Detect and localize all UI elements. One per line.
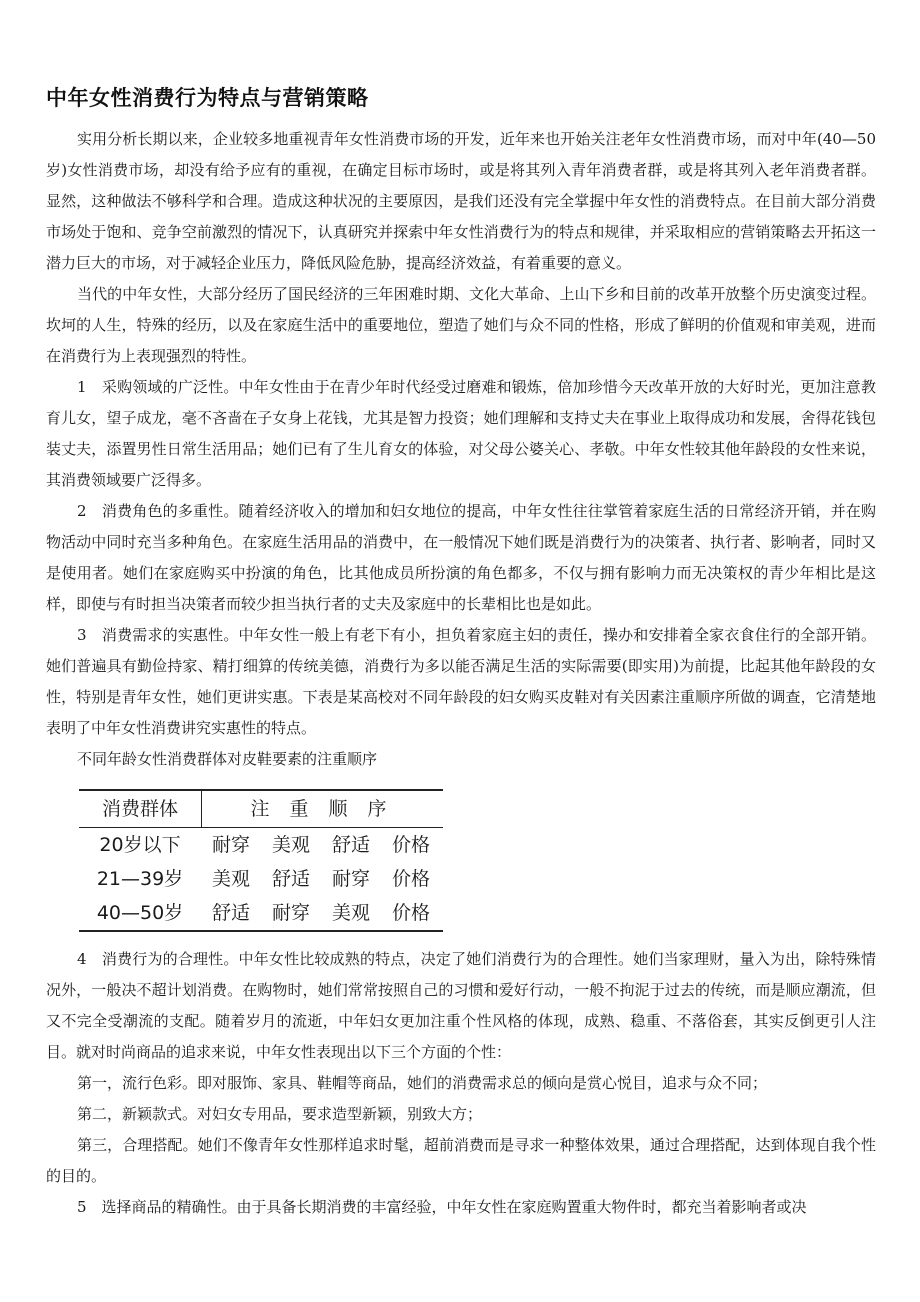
paragraph-point-3: 3 消费需求的实惠性。中年女性一般上有老下有小，担负着家庭主妇的责任，操办和安排着全家衣食住行的全部开销。她们普遍具有勤俭持家、精打细算的传统美德，消费行为多以能否满足生活的实际需要(即实用)为前提，比起其他年龄段的女性，特别是青年女性，她们更讲实惠。下表是某高校对不同年龄段的妇女购买皮鞋对有关因素注重顺序所做的调查，它清楚地表明了中年女性消费讲究实惠性的特点。 — [46, 626, 876, 737]
header-consumer-group: 消费群体 — [79, 791, 202, 827]
row-order-cell: 耐穿 — [271, 901, 310, 924]
row-order-cell: 价格 — [391, 901, 430, 924]
row-group-label: 40—50岁 — [96, 901, 184, 924]
table-row — [79, 896, 443, 930]
row-order-cell: 舒适 — [271, 867, 310, 890]
row-order-cell: 舒适 — [211, 901, 250, 924]
row-order-cell: 舒适 — [331, 833, 370, 856]
paragraph-second-trait: 第二，新颖款式。对妇女专用品，要求造型新颖，别致大方； — [77, 1105, 483, 1123]
table-row — [79, 828, 443, 862]
paragraph-third-trait: 第三，合理搭配。她们不像青年女性那样追求时髦，超前消费而是寻求一种整体效果，通过合理搭配，达到体现自我个性的目的。 — [46, 1136, 876, 1185]
paragraph-background: 当代的中年女性，大部分经历了国民经济的三年困难时期、文化大革命、上山下乡和目前的改革开放整个历史演变过程。坎坷的人生，特殊的经历，以及在家庭生活中的重要地位，塑造了她们与众不同的性格，形成了鲜明的价值观和审美观，进而在消费行为上表现强烈的特性。 — [46, 285, 876, 365]
row-group-label: 21—39岁 — [96, 867, 184, 890]
paragraph-point-2: 2 消费角色的多重性。随着经济收入的增加和妇女地位的提高，中年女性往往掌管着家庭生活的日常经济开销，并在购物活动中同时充当多种角色。在家庭生活用品的消费中，在一般情况下她们既是消费行为的决策者、执行者、影响者，同时又是使用者。她们在家庭购买中扮演的角色，比其他成员所扮演的角色都多，不仅与拥有影响力而无决策权的青少年相比是这样，即使与有时担当决策者而较少担当执行者的丈夫及家庭中的长辈相比也是如此。 — [46, 502, 876, 613]
paragraph-first-trait: 第一，流行色彩。即对服饰、家具、鞋帽等商品，她们的消费需求总的倾向是赏心悦目，追求与众不同； — [77, 1074, 768, 1092]
paragraph-point-4: 4 消费行为的合理性。中年女性比较成熟的特点，决定了她们消费行为的合理性。她们当家理财，量入为出，除特殊情况外，一般决不超计划消费。在购物时，她们常常按照自己的习惯和爱好行动，一般不拘泥于过去的传统，而是顺应潮流，但又不完全受潮流的支配。随着岁月的流逝，中年妇女更加注重个性风格的体现，成熟、稳重、不落俗套，其实反倒更引人注目。就对时尚商品的追求来说，中年女性表现出以下三个方面的个性： — [46, 950, 876, 1061]
paragraph-intro: 实用分析长期以来，企业较多地重视青年女性消费市场的开发，近年来也开始关注老年女性消费市场，而对中年(40—50岁)女性消费市场，却没有给予应有的重视，在确定目标市场时，或是将其列入青年消费者群，或是将其列入老年消费者群。显然，这种做法不够科学和合理。造成这种状况的主要原因，是我们还没有完全掌握中年女性的消费特点。在目前大部分消费市场处于饱和、竞争空前激烈的情况下，认真研究并探索中年女性消费行为的特点和规律，并采取相应的营销策略去开拓这一潜力巨大的市场，对于减轻企业压力，降低风险危胁，提高经济效益，有着重要的意义。 — [46, 130, 876, 272]
table-row — [79, 862, 443, 896]
article-body — [46, 124, 876, 1223]
preference-table — [79, 789, 443, 932]
paragraph-point-1: 1 采购领域的广泛性。中年女性由于在青少年时代经受过磨难和锻炼，倍加珍惜今天改革开放的大好时光，更加注意教育儿女，望子成龙，毫不吝啬在子女身上花钱，尤其是智力投资；她们理解和支持丈夫在事业上取得成功和发展，舍得花钱包装丈夫，添置男性日常生活用品；她们已有了生儿育女的体验，对父母公婆关心、孝敬。中年女性较其他年龄段的女性来说，其消费领域要广泛得多。 — [46, 378, 876, 489]
row-group-label: 20岁以下 — [99, 833, 181, 856]
table-header-row — [79, 791, 443, 828]
page-title: 中年女性消费行为特点与营销策略 — [46, 86, 369, 110]
row-order-cell: 美观 — [271, 833, 310, 856]
row-order-cell: 美观 — [211, 867, 250, 890]
row-order-cell: 耐穿 — [331, 867, 370, 890]
table-caption: 不同年龄女性消费群体对皮鞋要素的注重顺序 — [77, 750, 378, 768]
header-priority-order: 注重顺序 — [250, 797, 407, 820]
row-order-cell: 美观 — [331, 901, 370, 924]
row-order-cell: 价格 — [391, 867, 430, 890]
row-order-cell: 耐穿 — [211, 833, 250, 856]
row-order-cell: 价格 — [391, 833, 430, 856]
paragraph-point-5: 5 选择商品的精确性。由于具备长期消费的丰富经验，中年女性在家庭购置重大物件时，都充当着影响者或决 — [77, 1198, 807, 1216]
